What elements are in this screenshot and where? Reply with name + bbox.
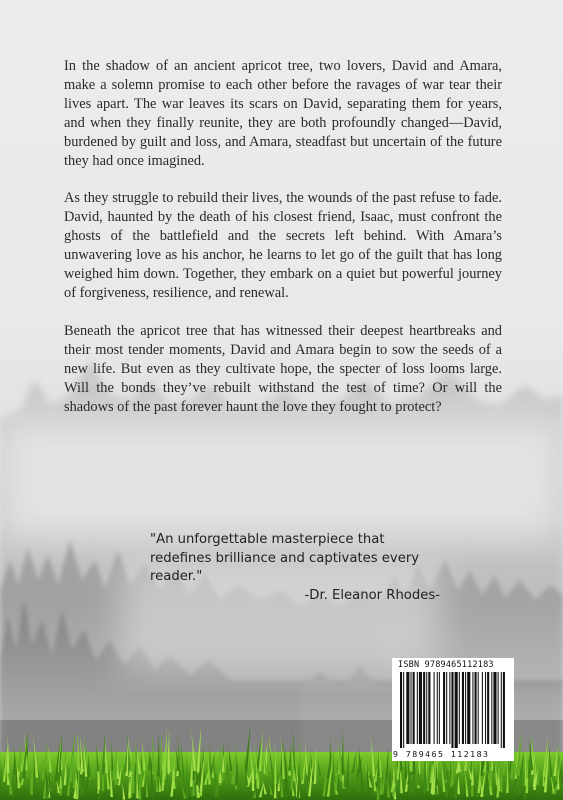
description-paragraph-2: As they struggle to rebuild their lives, the wounds of the past refuse to fade. David, haunted by the death of his closest friend, Isaac, must confront the ghosts of the battlefield and the secrets left behind. With Amara’s unwavering love as his anchor, he learns to let go of the guilt that has long weighed him down. Together, they embark on a quiet but powerful journey of forgiveness, resilience, and renewal. — [64, 190, 502, 301]
barcode-bar — [493, 672, 496, 744]
description-paragraph-1: In the shadow of an ancient apricot tree, two lovers, David and Amara, make a solemn promise to each other before the ravages of war tear their lives apart. The war leaves its scars on David, separating them for years, and when they finally reunite, they are both profoundly changed—David, burdened by guilt and loss, and Amara, steadfast but uncertain of the future they had once imagined. — [64, 58, 502, 169]
barcode-bar — [423, 672, 425, 744]
barcode-bar — [459, 672, 460, 744]
description-paragraph-3: Beneath the apricot tree that has witnessed their deepest heartbreaks and their most tender moments, David and Amara begin to sow the seeds of a new life. But even as they cultivate hope, the specter of loss looms large. Will the bonds they’ve rebuilt withstand the test of time? Or will the shadows of the past forever haunt the love they fought to protect? — [64, 322, 502, 415]
barcode-bar — [434, 672, 435, 744]
barcode-bar — [419, 672, 422, 744]
barcode-bar — [482, 672, 483, 744]
barcode-bar — [491, 672, 492, 744]
barcode-bar — [462, 672, 464, 744]
barcode-bar — [417, 672, 418, 744]
barcode-bar — [426, 672, 427, 744]
quote-author: -Dr. Eleanor Rhodes- — [304, 587, 440, 603]
barcode-bar — [478, 672, 479, 744]
barcode-bar — [455, 672, 458, 748]
barcode-digits: 9 789465 112183 — [393, 749, 490, 759]
review-quote — [150, 531, 450, 605]
barcode-bar — [475, 672, 477, 744]
barcode-bar — [410, 672, 411, 744]
isbn-barcode — [392, 658, 514, 761]
barcode-bar — [465, 672, 466, 744]
barcode-bar — [446, 672, 447, 744]
barcode-bar — [443, 672, 445, 744]
barcode-bar — [498, 672, 499, 744]
barcode-bar — [485, 672, 486, 744]
isbn-label: ISBN 9789465112183 — [398, 660, 494, 670]
barcode-bar — [449, 672, 450, 744]
barcode-bar — [400, 672, 402, 748]
barcode-bar — [487, 672, 489, 744]
barcode-bar — [437, 672, 438, 744]
grass-blade — [77, 731, 80, 771]
barcode-bar — [428, 672, 430, 744]
barcode-bar — [467, 672, 470, 744]
book-description — [64, 57, 502, 435]
grass-blade — [152, 729, 155, 776]
barcode-bar — [503, 672, 505, 748]
barcode-bar — [413, 672, 415, 744]
barcode-bar — [403, 672, 404, 748]
barcode-bars — [400, 672, 506, 748]
barcode-bar — [439, 672, 440, 744]
barcode-bar — [451, 672, 453, 748]
barcode-bar — [472, 672, 473, 744]
barcode-bar — [501, 672, 502, 748]
barcode-bar — [406, 672, 409, 744]
quote-text: "An unforgettable masterpiece that redefines brilliance and captivates every reader." — [150, 532, 420, 584]
